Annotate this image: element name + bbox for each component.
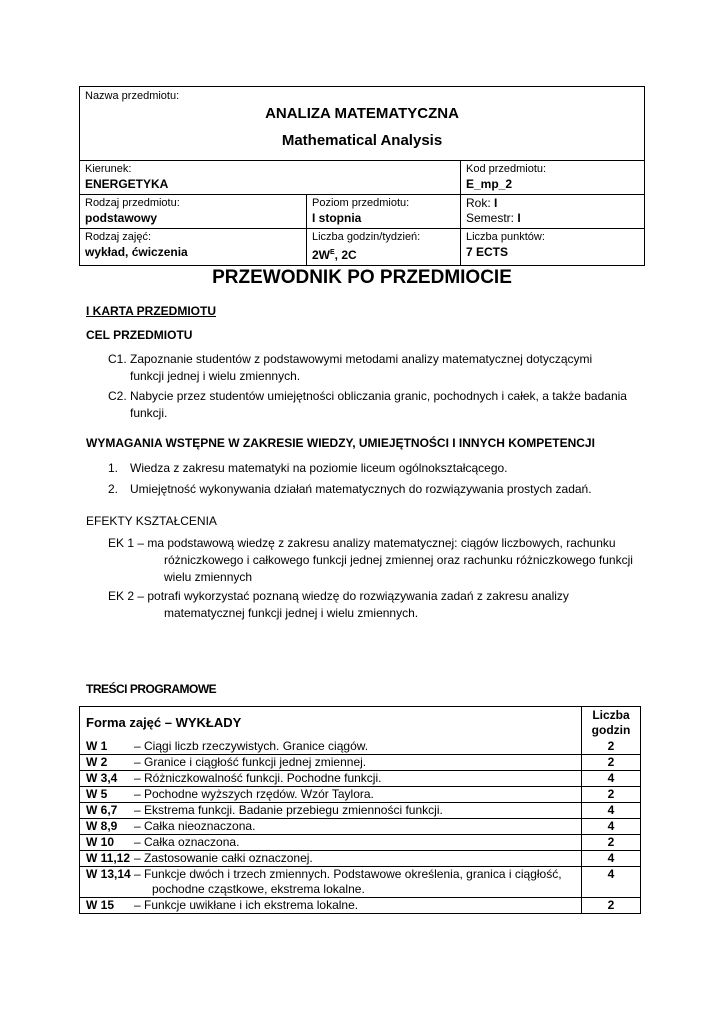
lecture-hours: 2 bbox=[581, 835, 640, 850]
punktow-cell bbox=[460, 229, 644, 265]
poziom-label: Poziom przedmiotu: bbox=[312, 197, 410, 209]
kierunek-cell bbox=[80, 161, 460, 194]
course-header-table bbox=[79, 86, 645, 266]
kod-cell bbox=[460, 161, 644, 194]
efekty-heading: EFEKTY KSZTAŁCENIA bbox=[86, 514, 217, 528]
lectures-header-form: Forma zajęć – WYKŁADY bbox=[86, 715, 242, 730]
lecture-code: W 11,12 bbox=[86, 851, 131, 865]
page-title: PRZEWODNIK PO PRZEDMIOCIE bbox=[212, 267, 512, 288]
table-row bbox=[80, 739, 640, 754]
lecture-hours: 4 bbox=[581, 819, 640, 834]
punktow-label: Liczba punktów: bbox=[466, 231, 545, 243]
lecture-topic-cell bbox=[80, 787, 581, 802]
lecture-code: W 5 bbox=[86, 787, 108, 801]
godzin-label: Liczba godzin/tydzień: bbox=[312, 231, 421, 243]
table-row bbox=[80, 834, 640, 850]
table-row bbox=[80, 818, 640, 834]
punktow-value: 7 ECTS bbox=[466, 245, 509, 259]
lecture-code: W 3,4 bbox=[86, 771, 118, 785]
lecture-code: W 10 bbox=[86, 835, 115, 849]
lectures-header-hours bbox=[581, 707, 640, 739]
poziom-cell bbox=[306, 195, 460, 228]
godzin-value-w: 2W bbox=[312, 248, 330, 262]
cel-c2-line1: C2. Nabycie przez studentów umiejętności obliczania granic, pochodnych i całek, a także badania bbox=[108, 389, 627, 403]
lecture-code: W 15 bbox=[86, 898, 115, 912]
table-row bbox=[80, 786, 640, 802]
rok-semestr-cell bbox=[460, 195, 644, 228]
zajec-cell bbox=[80, 229, 306, 265]
cel-c2-line2: funkcji. bbox=[130, 406, 168, 420]
course-name-label: Nazwa przedmiotu: bbox=[85, 90, 180, 102]
lecture-text: – Granice i ciągłość funkcji jednej zmiennej. bbox=[134, 755, 367, 769]
lecture-text: – Pochodne wyższych rzędów. Wzór Taylora. bbox=[134, 787, 374, 801]
course-name-cell bbox=[80, 87, 644, 160]
kierunek-label: Kierunek: bbox=[85, 163, 132, 175]
lecture-topic-cell bbox=[80, 835, 581, 850]
rodzaj-cell bbox=[80, 195, 306, 228]
lecture-code: W 2 bbox=[86, 755, 108, 769]
ek2-line1: EK 2 – potrafi wykorzystać poznaną wiedzę do rozwiązywania zadań z zakresu analizy bbox=[108, 589, 569, 603]
wymagania-item-1: Wiedza z zakresu matematyki na poziomie liceum ogólnokształcącego. bbox=[130, 461, 508, 475]
lecture-topic-cell bbox=[80, 803, 581, 818]
lecture-text-continued: pochodne cząstkowe, ekstrema lokalne. bbox=[152, 882, 365, 896]
lecture-topic-cell bbox=[80, 755, 581, 770]
lecture-topic-cell bbox=[80, 851, 581, 866]
zajec-label: Rodzaj zajęć: bbox=[85, 231, 152, 243]
semestr-label: Semestr: bbox=[466, 211, 518, 225]
lecture-hours: 2 bbox=[581, 739, 640, 754]
lecture-code: W 6,7 bbox=[86, 803, 118, 817]
lecture-text: – Zastosowanie całki oznaczonej. bbox=[134, 851, 313, 865]
table-row bbox=[80, 897, 640, 913]
lecture-text: – Ciągi liczb rzeczywistych. Granice ciągów. bbox=[134, 739, 369, 753]
lecture-hours: 2 bbox=[581, 898, 640, 913]
lecture-text: – Funkcje dwóch i trzech zmiennych. Podstawowe określenia, granica i ciągłość, bbox=[134, 867, 562, 881]
lecture-topic-cell bbox=[80, 771, 581, 786]
semestr-value: I bbox=[517, 211, 521, 225]
table-row bbox=[80, 754, 640, 770]
lectures-header-row bbox=[80, 707, 640, 739]
wymagania-item-2: Umiejętność wykonywania działań matematycznych do rozwiązywania prostych zadań. bbox=[130, 482, 592, 496]
lecture-text: – Ekstrema funkcji. Badanie przebiegu zmienności funkcji. bbox=[134, 803, 443, 817]
godzin-cell bbox=[306, 229, 460, 265]
rodzaj-value: podstawowy bbox=[85, 211, 158, 225]
lecture-text: – Funkcje uwikłane i ich ekstrema lokalne. bbox=[134, 898, 359, 912]
lecture-code: W 8,9 bbox=[86, 819, 118, 833]
zajec-value: wykład, ćwiczenia bbox=[85, 245, 188, 259]
wymagania-num-1: 1. bbox=[108, 461, 119, 475]
table-row bbox=[80, 770, 640, 786]
kod-label: Kod przedmiotu: bbox=[466, 163, 547, 175]
ek1-line1: EK 1 – ma podstawową wiedzę z zakresu analizy matematycznej: ciągów liczbowych, rachunku bbox=[108, 536, 616, 550]
course-title-en: Mathematical Analysis bbox=[281, 132, 443, 149]
lecture-hours: 4 bbox=[581, 867, 640, 897]
kierunek-value: ENERGETYKA bbox=[85, 177, 169, 191]
ek2-line2: matematycznej funkcji jednej i wielu zmiennych. bbox=[164, 606, 419, 620]
lecture-text: – Całka oznaczona. bbox=[134, 835, 240, 849]
lecture-topic-cell bbox=[80, 819, 581, 834]
kod-value: E_mp_2 bbox=[466, 177, 513, 191]
lecture-hours: 4 bbox=[581, 851, 640, 866]
cel-c1-line2: funkcji jednej i wielu zmiennych. bbox=[130, 369, 301, 383]
table-row bbox=[80, 850, 640, 866]
lecture-hours: 4 bbox=[581, 803, 640, 818]
lecture-hours: 4 bbox=[581, 771, 640, 786]
ek1-line3: wielu zmiennych bbox=[164, 570, 253, 584]
lecture-text: – Różniczkowalność funkcji. Pochodne funkcji. bbox=[134, 771, 382, 785]
lecture-code: W 13,14 bbox=[86, 867, 131, 881]
lecture-hours: 2 bbox=[581, 755, 640, 770]
lecture-text: – Całka nieoznaczona. bbox=[134, 819, 256, 833]
cel-c1-line1: C1. Zapoznanie studentów z podstawowymi metodami analizy matematycznej dotyczącymi bbox=[108, 352, 593, 366]
rok-label: Rok: bbox=[466, 196, 495, 210]
lecture-topic-cell bbox=[80, 739, 581, 754]
poziom-value: I stopnia bbox=[312, 211, 362, 225]
course-title-pl: ANALIZA MATEMATYCZNA bbox=[265, 105, 459, 122]
table-row bbox=[80, 866, 640, 897]
ek1-line2: różniczkowego i całkowego funkcji jednej zmiennej oraz rachunku różniczkowego funkcji bbox=[164, 553, 633, 567]
tresci-heading: TREŚCI PROGRAMOWE bbox=[86, 682, 217, 696]
lecture-code: W 1 bbox=[86, 739, 108, 753]
lecture-hours: 2 bbox=[581, 787, 640, 802]
karta-heading: I KARTA PRZEDMIOTU bbox=[86, 304, 216, 318]
lecture-topic-cell bbox=[80, 898, 581, 913]
rok-value: I bbox=[494, 196, 498, 210]
lectures-table bbox=[79, 706, 641, 914]
wymagania-num-2: 2. bbox=[108, 482, 119, 496]
hours-header-line1: Liczba bbox=[592, 708, 630, 722]
rodzaj-label: Rodzaj przedmiotu: bbox=[85, 197, 180, 209]
godzin-value-sup: E bbox=[330, 249, 335, 256]
hours-header-line2: godzin bbox=[591, 723, 631, 737]
godzin-value-rest: , 2C bbox=[334, 248, 357, 262]
table-row bbox=[80, 802, 640, 818]
wymagania-heading: WYMAGANIA WSTĘPNE W ZAKRESIE WIEDZY, UMIEJĘTNOŚCI I INNYCH KOMPETENCJI bbox=[86, 436, 595, 450]
lecture-topic-cell bbox=[80, 867, 581, 897]
cel-heading: CEL PRZEDMIOTU bbox=[86, 328, 193, 342]
